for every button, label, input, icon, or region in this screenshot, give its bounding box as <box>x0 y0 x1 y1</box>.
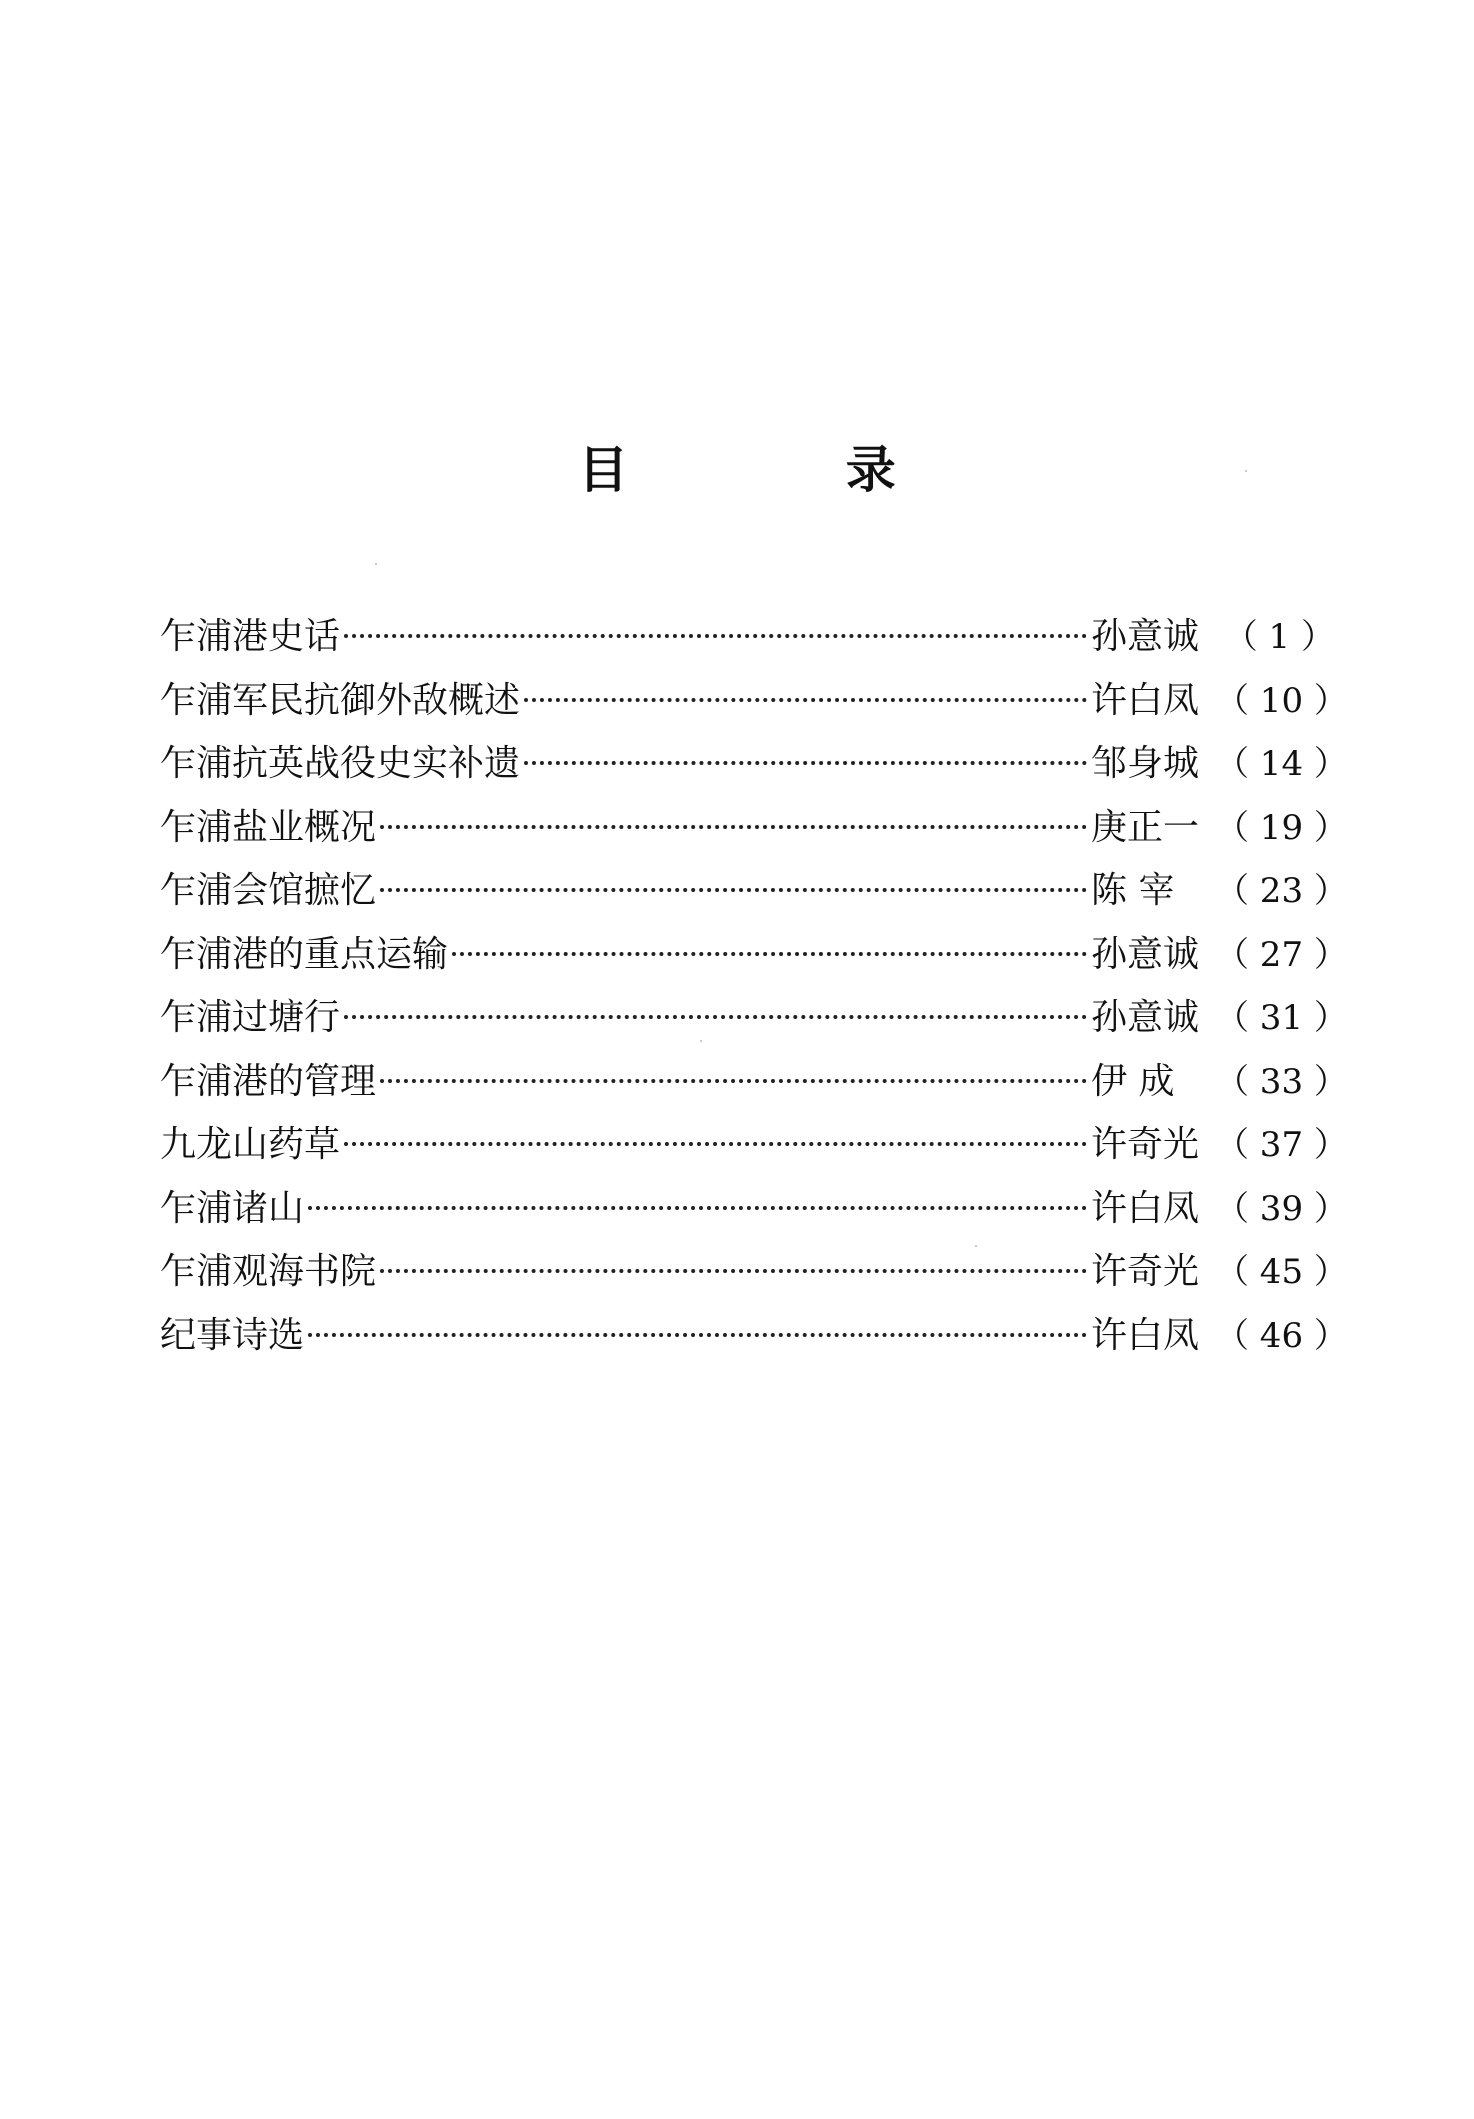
toc-entry-title: 乍浦港史话 <box>160 616 341 657</box>
dot-leader <box>344 1120 1087 1156</box>
toc-entry-author: 许白凤 <box>1091 679 1200 721</box>
toc-entry[interactable] <box>160 605 1335 669</box>
dot-leader <box>380 1057 1087 1093</box>
toc-entry-author: 陈 宰 <box>1091 870 1175 911</box>
toc-entry-author: 庚正一 <box>1091 806 1200 848</box>
scan-speck <box>700 1040 702 1042</box>
toc-entry-page: （ 19 ） <box>1215 807 1348 848</box>
dot-leader <box>524 739 1087 775</box>
dot-leader <box>380 1247 1087 1283</box>
dot-leader <box>308 1311 1087 1347</box>
toc-entry-author: 许奇光 <box>1091 1124 1200 1165</box>
toc-entry[interactable] <box>160 669 1348 733</box>
dot-leader <box>452 930 1087 966</box>
scan-speck <box>975 1245 977 1247</box>
toc-entry[interactable] <box>160 1050 1348 1114</box>
toc-entry[interactable] <box>160 859 1348 923</box>
toc-entry-page: （ 37 ） <box>1215 1125 1348 1165</box>
toc-entry-title: 乍浦抗英战役史实补遗 <box>160 743 521 784</box>
toc-entry-page: （ 33 ） <box>1215 1061 1348 1102</box>
toc-entry-page: （ 14 ） <box>1215 744 1348 784</box>
toc-entry-author: 许白凤 <box>1091 1314 1200 1356</box>
toc-entry-page: （ 27 ） <box>1215 934 1348 975</box>
toc-entry[interactable] <box>160 986 1348 1050</box>
toc-entry-title: 乍浦盐业概况 <box>160 806 377 848</box>
toc-entry-page: （ 39 ） <box>1215 1188 1348 1229</box>
toc-entry[interactable] <box>160 1304 1348 1368</box>
toc-entry[interactable] <box>160 1177 1348 1241</box>
toc-entry[interactable] <box>160 796 1348 860</box>
dot-leader <box>524 676 1087 712</box>
toc-entry-page: （ 45 ） <box>1215 1252 1348 1292</box>
toc-entry-author: 伊 成 <box>1091 1060 1175 1102</box>
toc-entry-page: （ 10 ） <box>1215 680 1348 721</box>
dot-leader <box>380 803 1087 839</box>
toc-entry-title: 乍浦诸山 <box>160 1187 305 1229</box>
dot-leader <box>308 1184 1087 1220</box>
toc-entry-title: 乍浦军民抗御外敌概述 <box>160 679 521 721</box>
dot-leader <box>344 612 1087 648</box>
toc-entry-author: 许白凤 <box>1091 1187 1200 1229</box>
toc-entry-page: （ 31 ） <box>1215 998 1348 1038</box>
toc-entry[interactable] <box>160 1113 1348 1177</box>
toc-entry[interactable] <box>160 923 1348 987</box>
toc-entry-title: 纪事诗选 <box>160 1314 305 1356</box>
toc-entry-author: 邹身城 <box>1091 743 1200 784</box>
toc-entry-title: 乍浦港的重点运输 <box>160 933 449 975</box>
toc-entry-page: （ 46 ） <box>1215 1315 1348 1356</box>
toc-entry-page: （ 1 ） <box>1223 617 1335 657</box>
toc-entry-title: 乍浦过塘行 <box>160 997 341 1038</box>
toc-entry-author: 孙意诚 <box>1091 933 1200 975</box>
page-title: 目 录 <box>578 441 996 499</box>
toc-entry[interactable] <box>160 1240 1348 1304</box>
dot-leader <box>380 866 1087 902</box>
scan-speck <box>375 563 377 565</box>
toc-entry-title: 乍浦观海书院 <box>160 1251 377 1292</box>
toc-entry-title: 乍浦港的管理 <box>160 1060 377 1102</box>
toc-entry[interactable] <box>160 732 1348 796</box>
table-of-contents <box>160 605 1348 1367</box>
toc-entry-author: 孙意诚 <box>1091 997 1200 1038</box>
toc-entry-author: 孙意诚 <box>1091 616 1200 657</box>
dot-leader <box>344 993 1087 1029</box>
toc-entry-author: 许奇光 <box>1091 1251 1200 1292</box>
scan-speck <box>1245 470 1247 472</box>
toc-entry-title: 九龙山药草 <box>160 1124 341 1165</box>
toc-entry-page: （ 23 ） <box>1215 871 1348 911</box>
toc-entry-title: 乍浦会馆摭忆 <box>160 870 377 911</box>
